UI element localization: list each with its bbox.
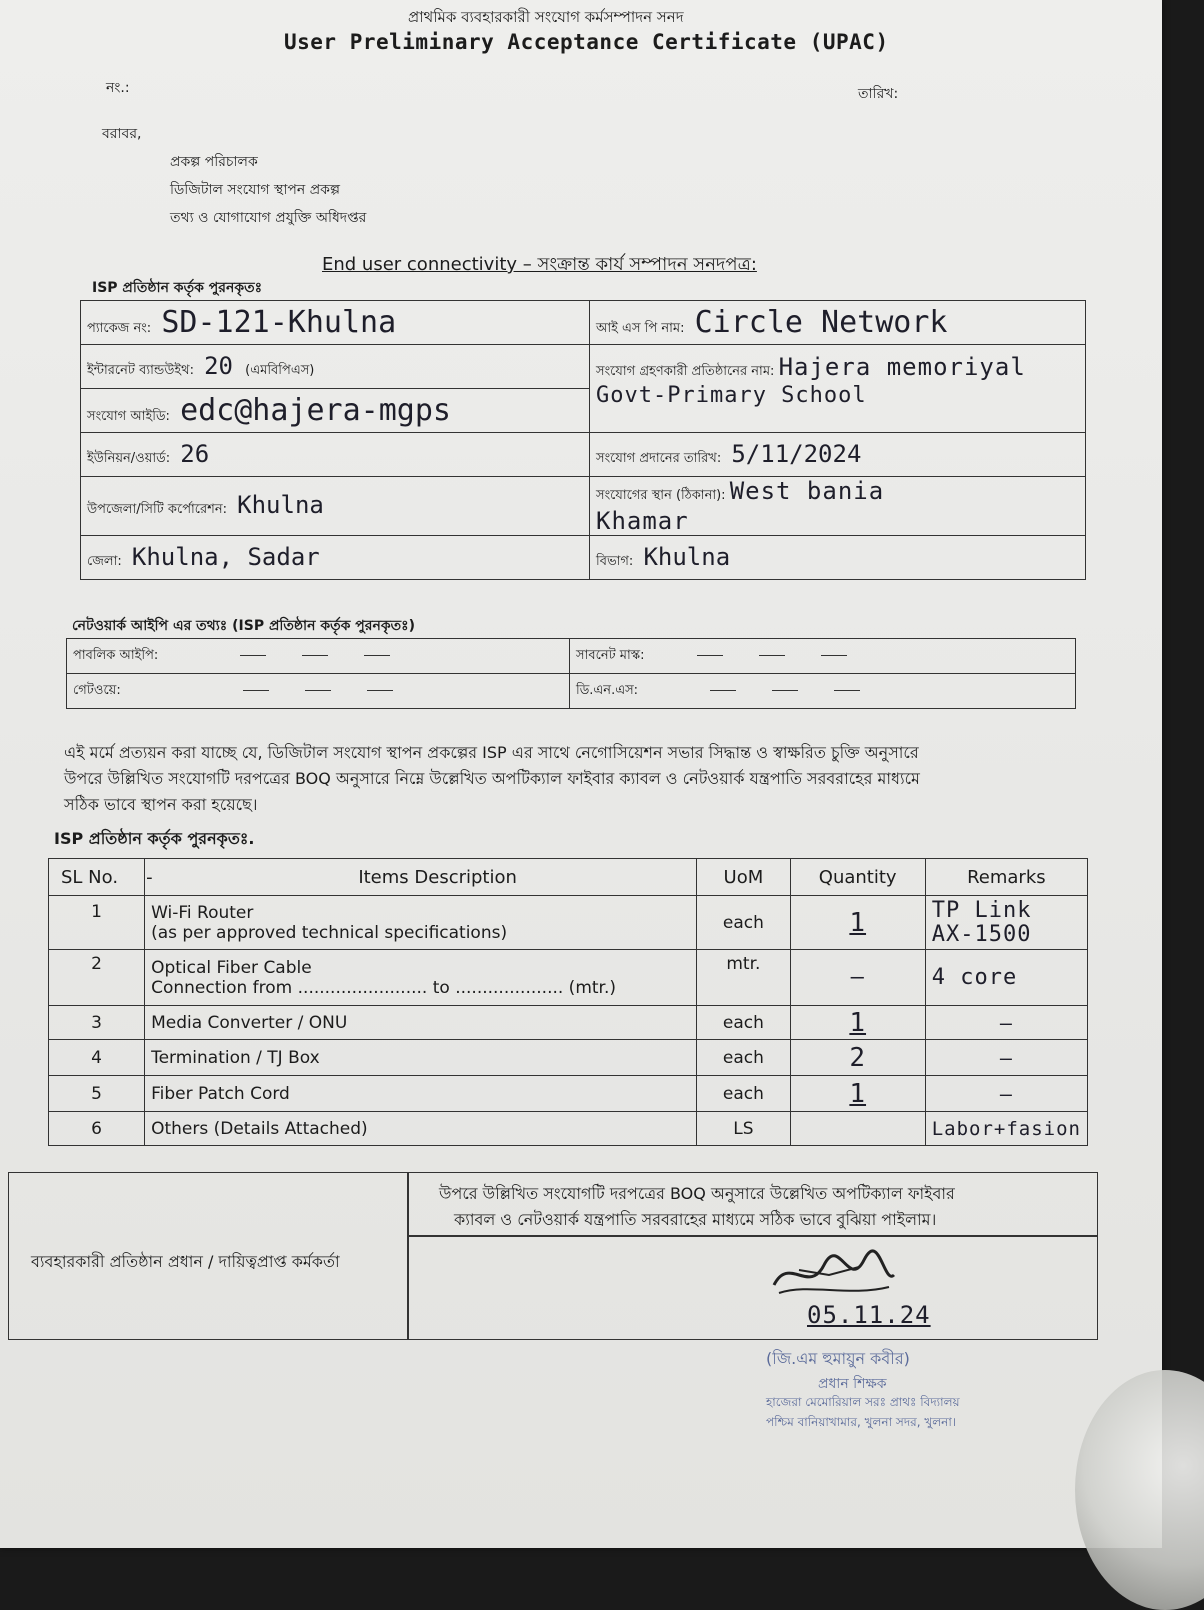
row-uom: each (697, 1040, 791, 1076)
addressee-line2: ডিজিটাল সংযোগ স্থাপন প্রকল্প (170, 182, 340, 198)
items-heading: ISP প্রতিষ্ঠান কর্তৃক পুরনকৃতঃ. (54, 829, 255, 848)
row-remarks: — (925, 1040, 1087, 1076)
location-value-1: West bania (729, 477, 885, 505)
table-row (49, 896, 1088, 950)
row-remarks (925, 950, 1087, 1006)
row-uom: LS (697, 1112, 791, 1146)
date-label: তারিখ: (858, 86, 899, 102)
subnet-cell (570, 639, 1076, 674)
bandwidth-unit: (এমবিপিএস) (245, 362, 315, 378)
row-sl: 1 (49, 896, 145, 950)
stamp-school: হাজেরা মেমোরিয়াল সরঃ প্রাথঃ বিদ্যালয় (766, 1395, 960, 1409)
row-qty (790, 1006, 925, 1040)
union-label: ইউনিয়ন/ওয়ার্ড: (87, 450, 171, 466)
addressee-to: বরাবর, (102, 126, 142, 142)
row-qty (790, 1040, 925, 1076)
isp-name-value: Circle Network (694, 305, 948, 340)
row-remarks: — (925, 1076, 1087, 1112)
district-cell (81, 536, 590, 580)
row-desc2: Connection from ........................ to .................... (mtr.) (151, 977, 617, 998)
connection-date-label: সংযোগ প্রদানের তারিখ: (596, 450, 722, 466)
row-qty-value: 1 (849, 1007, 867, 1038)
row-uom: mtr. (697, 950, 791, 1006)
row-desc: Fiber Patch Cord (145, 1076, 697, 1112)
row-remarks: Labor+fasion (925, 1112, 1087, 1146)
row-desc-cell (145, 896, 697, 950)
isp-info-table (80, 300, 1086, 580)
recipient-value-2: Govt-Primary School (596, 383, 867, 408)
signature-box (8, 1172, 1098, 1340)
col-desc: Items Description (358, 866, 517, 888)
table-row (49, 1040, 1088, 1076)
signature-divider (407, 1173, 409, 1339)
signature-date: 05.11.24 (807, 1301, 931, 1329)
bandwidth-value: 20 (204, 351, 233, 380)
title-bengali: প্রাথমিক ব্যবহারকারী সংযোগ কর্মসম্পাদন সনদ (408, 8, 684, 26)
row-qty-value: 1 (849, 1078, 867, 1109)
row-remarks: — (925, 1006, 1087, 1040)
title-english: User Preliminary Acceptance Certificate (UPAC) (284, 30, 889, 54)
row-uom: each (697, 1006, 791, 1040)
subnet-label: সাবনেট মাস্ক: (576, 647, 645, 663)
row-qty-value: 1 (849, 907, 867, 938)
declaration-line3: সঠিক ভাবে স্থাপন করা হয়েছে। (64, 795, 258, 814)
col-desc-header (145, 859, 697, 896)
table-row (49, 1112, 1088, 1146)
row-sl: 4 (49, 1040, 145, 1076)
bandwidth-cell (81, 345, 590, 389)
col-sl: SL No. (49, 859, 145, 896)
row-sl: 2 (49, 950, 145, 1006)
row-qty (790, 1076, 925, 1112)
recipient-cell (590, 345, 1086, 433)
dns-cell (570, 674, 1076, 709)
addressee-line3: তথ্য ও যোগাযোগ প্রযুক্তি অধিদপ্তর (170, 210, 367, 226)
number-label: নং.: (106, 80, 130, 96)
row-sl: 5 (49, 1076, 145, 1112)
row-uom: each (697, 1076, 791, 1112)
connection-id-label: সংযোগ আইডি: (87, 409, 170, 424)
isp-name-label: আই এস পি নাম: (596, 321, 685, 336)
isp-name-cell (590, 301, 1086, 345)
connection-id-cell (81, 389, 590, 433)
row-remarks-1: TP Link (931, 897, 1032, 923)
division-label: বিভাগ: (596, 553, 634, 569)
recipient-value-1: Hajera memoriyal (778, 353, 1026, 381)
subject-line: End user connectivity – সংক্রান্ত কার্য সম্পাদন সনদপত্র: (322, 254, 757, 275)
dns-label: ডি.এন.এস: (576, 682, 639, 698)
row-qty (790, 1112, 925, 1146)
location-value-2: Khamar (596, 507, 689, 535)
union-cell (81, 433, 590, 477)
row-qty (790, 896, 925, 950)
stamp-name: (জি.এম হুমায়ুন কবীর) (766, 1349, 910, 1368)
package-value: SD-121-Khulna (161, 305, 397, 340)
row-desc: Termination / TJ Box (145, 1040, 697, 1076)
col-qty: Quantity (790, 859, 925, 896)
row-desc: Wi-Fi Router (151, 902, 254, 923)
handwritten-signature (769, 1245, 899, 1305)
col-remarks: Remarks (925, 859, 1087, 896)
connection-date-cell (590, 433, 1086, 477)
row-sl: 6 (49, 1112, 145, 1146)
col-dash: - (146, 866, 153, 888)
signature-left-label: ব্যবহারকারী প্রতিষ্ঠান প্রধান / দায়িত্বপ্রাপ্ত কর্মকর্তা (31, 1252, 340, 1271)
addressee-line1: প্রকল্প পরিচালক (170, 154, 258, 170)
stamp-title: প্রধান শিক্ষক (818, 1376, 887, 1392)
row-desc-cell (145, 950, 697, 1006)
row-remarks-2: 4 core (931, 965, 1018, 990)
location-cell (590, 477, 1086, 536)
row-qty-value: 2 (849, 1042, 867, 1073)
public-ip-cell (67, 639, 570, 674)
row-remarks-2: AX-1500 (931, 921, 1032, 947)
union-value: 26 (180, 439, 210, 468)
signature-statement-1: উপরে উল্লিখিত সংযোগটি দরপত্রের BOQ অনুসারে উল্লেখিত অপটিক্যাল ফাইবার (439, 1184, 955, 1203)
network-heading: নেটওয়ার্ক আইপি এর তথ্যঃ (ISP প্রতিষ্ঠান কর্তৃক পুরনকৃতঃ) (72, 618, 416, 634)
row-desc: Media Converter / ONU (145, 1006, 697, 1040)
division-cell (590, 536, 1086, 580)
upazila-cell (81, 477, 590, 536)
row-desc: Others (Details Attached) (145, 1112, 697, 1146)
district-value: Khulna, Sadar (131, 542, 320, 571)
declaration-line1: এই মর্মে প্রত্যয়ন করা যাচ্ছে যে, ডিজিটাল সংযোগ স্থাপন প্রকল্পের ISP এর সাথে নেগোসিয়েশন সভার সিদ্ধান্ত ও স্বাক্ষরিত চুক্তি অনুসারে (64, 743, 919, 762)
table-row (49, 1076, 1088, 1112)
gateway-label: গেটওয়ে: (73, 682, 121, 698)
table-row (49, 1006, 1088, 1040)
division-value: Khulna (643, 542, 731, 571)
col-uom: UoM (697, 859, 791, 896)
items-header-row (49, 859, 1088, 896)
recipient-label: সংযোগ গ্রহণকারী প্রতিষ্ঠানের নাম: (596, 364, 775, 379)
network-ip-table (66, 638, 1076, 709)
upazila-value: Khulna (237, 491, 324, 519)
location-label: সংযোগের স্থান (ঠিকানা): (596, 488, 726, 503)
row-qty-value: – (850, 965, 865, 990)
connection-date-value: 5/11/2024 (731, 439, 862, 468)
isp-section-heading: ISP প্রতিষ্ঠান কর্তৃক পুরনকৃতঃ (92, 280, 263, 296)
package-cell (81, 301, 590, 345)
public-ip-label: পাবলিক আইপি: (73, 647, 159, 663)
district-label: জেলা: (87, 553, 122, 569)
row-remarks (925, 896, 1087, 950)
signature-statement-2: ক্যাবল ও নেটওয়ার্ক যন্ত্রপাতি সরবরাহের মাধ্যমে সঠিক ভাবে বুঝিয়া পাইলাম। (454, 1210, 937, 1229)
table-row (49, 950, 1088, 1006)
bandwidth-label: ইন্টারনেট ব্যান্ডউইথ: (87, 362, 194, 378)
row-sl: 3 (49, 1006, 145, 1040)
package-label: প্যাকেজ নং: (87, 321, 152, 336)
row-desc2: (as per approved technical specifications) (151, 922, 508, 943)
declaration-line2: উপরে উল্লিখিত সংযোগটি দরপত্রের BOQ অনুসারে নিম্নে উল্লেখিত অপটিক্যাল ফাইবার ক্যাবল ও নেটওয়ার্ক যন্ত্রপাতি সরবরাহের মাধ্যমে (64, 769, 920, 788)
connection-id-value: edc@hajera-mgps (180, 393, 451, 428)
signature-hline (407, 1235, 1097, 1237)
row-qty (790, 950, 925, 1006)
row-uom: each (697, 896, 791, 950)
row-desc: Optical Fiber Cable (151, 957, 312, 978)
items-table (48, 858, 1088, 1146)
stamp-address: পশ্চিম বানিয়াখামার, খুলনা সদর, খুলনা। (766, 1415, 957, 1429)
gateway-cell (67, 674, 570, 709)
upazila-label: উপজেলা/সিটি কর্পোরেশন: (87, 502, 228, 517)
